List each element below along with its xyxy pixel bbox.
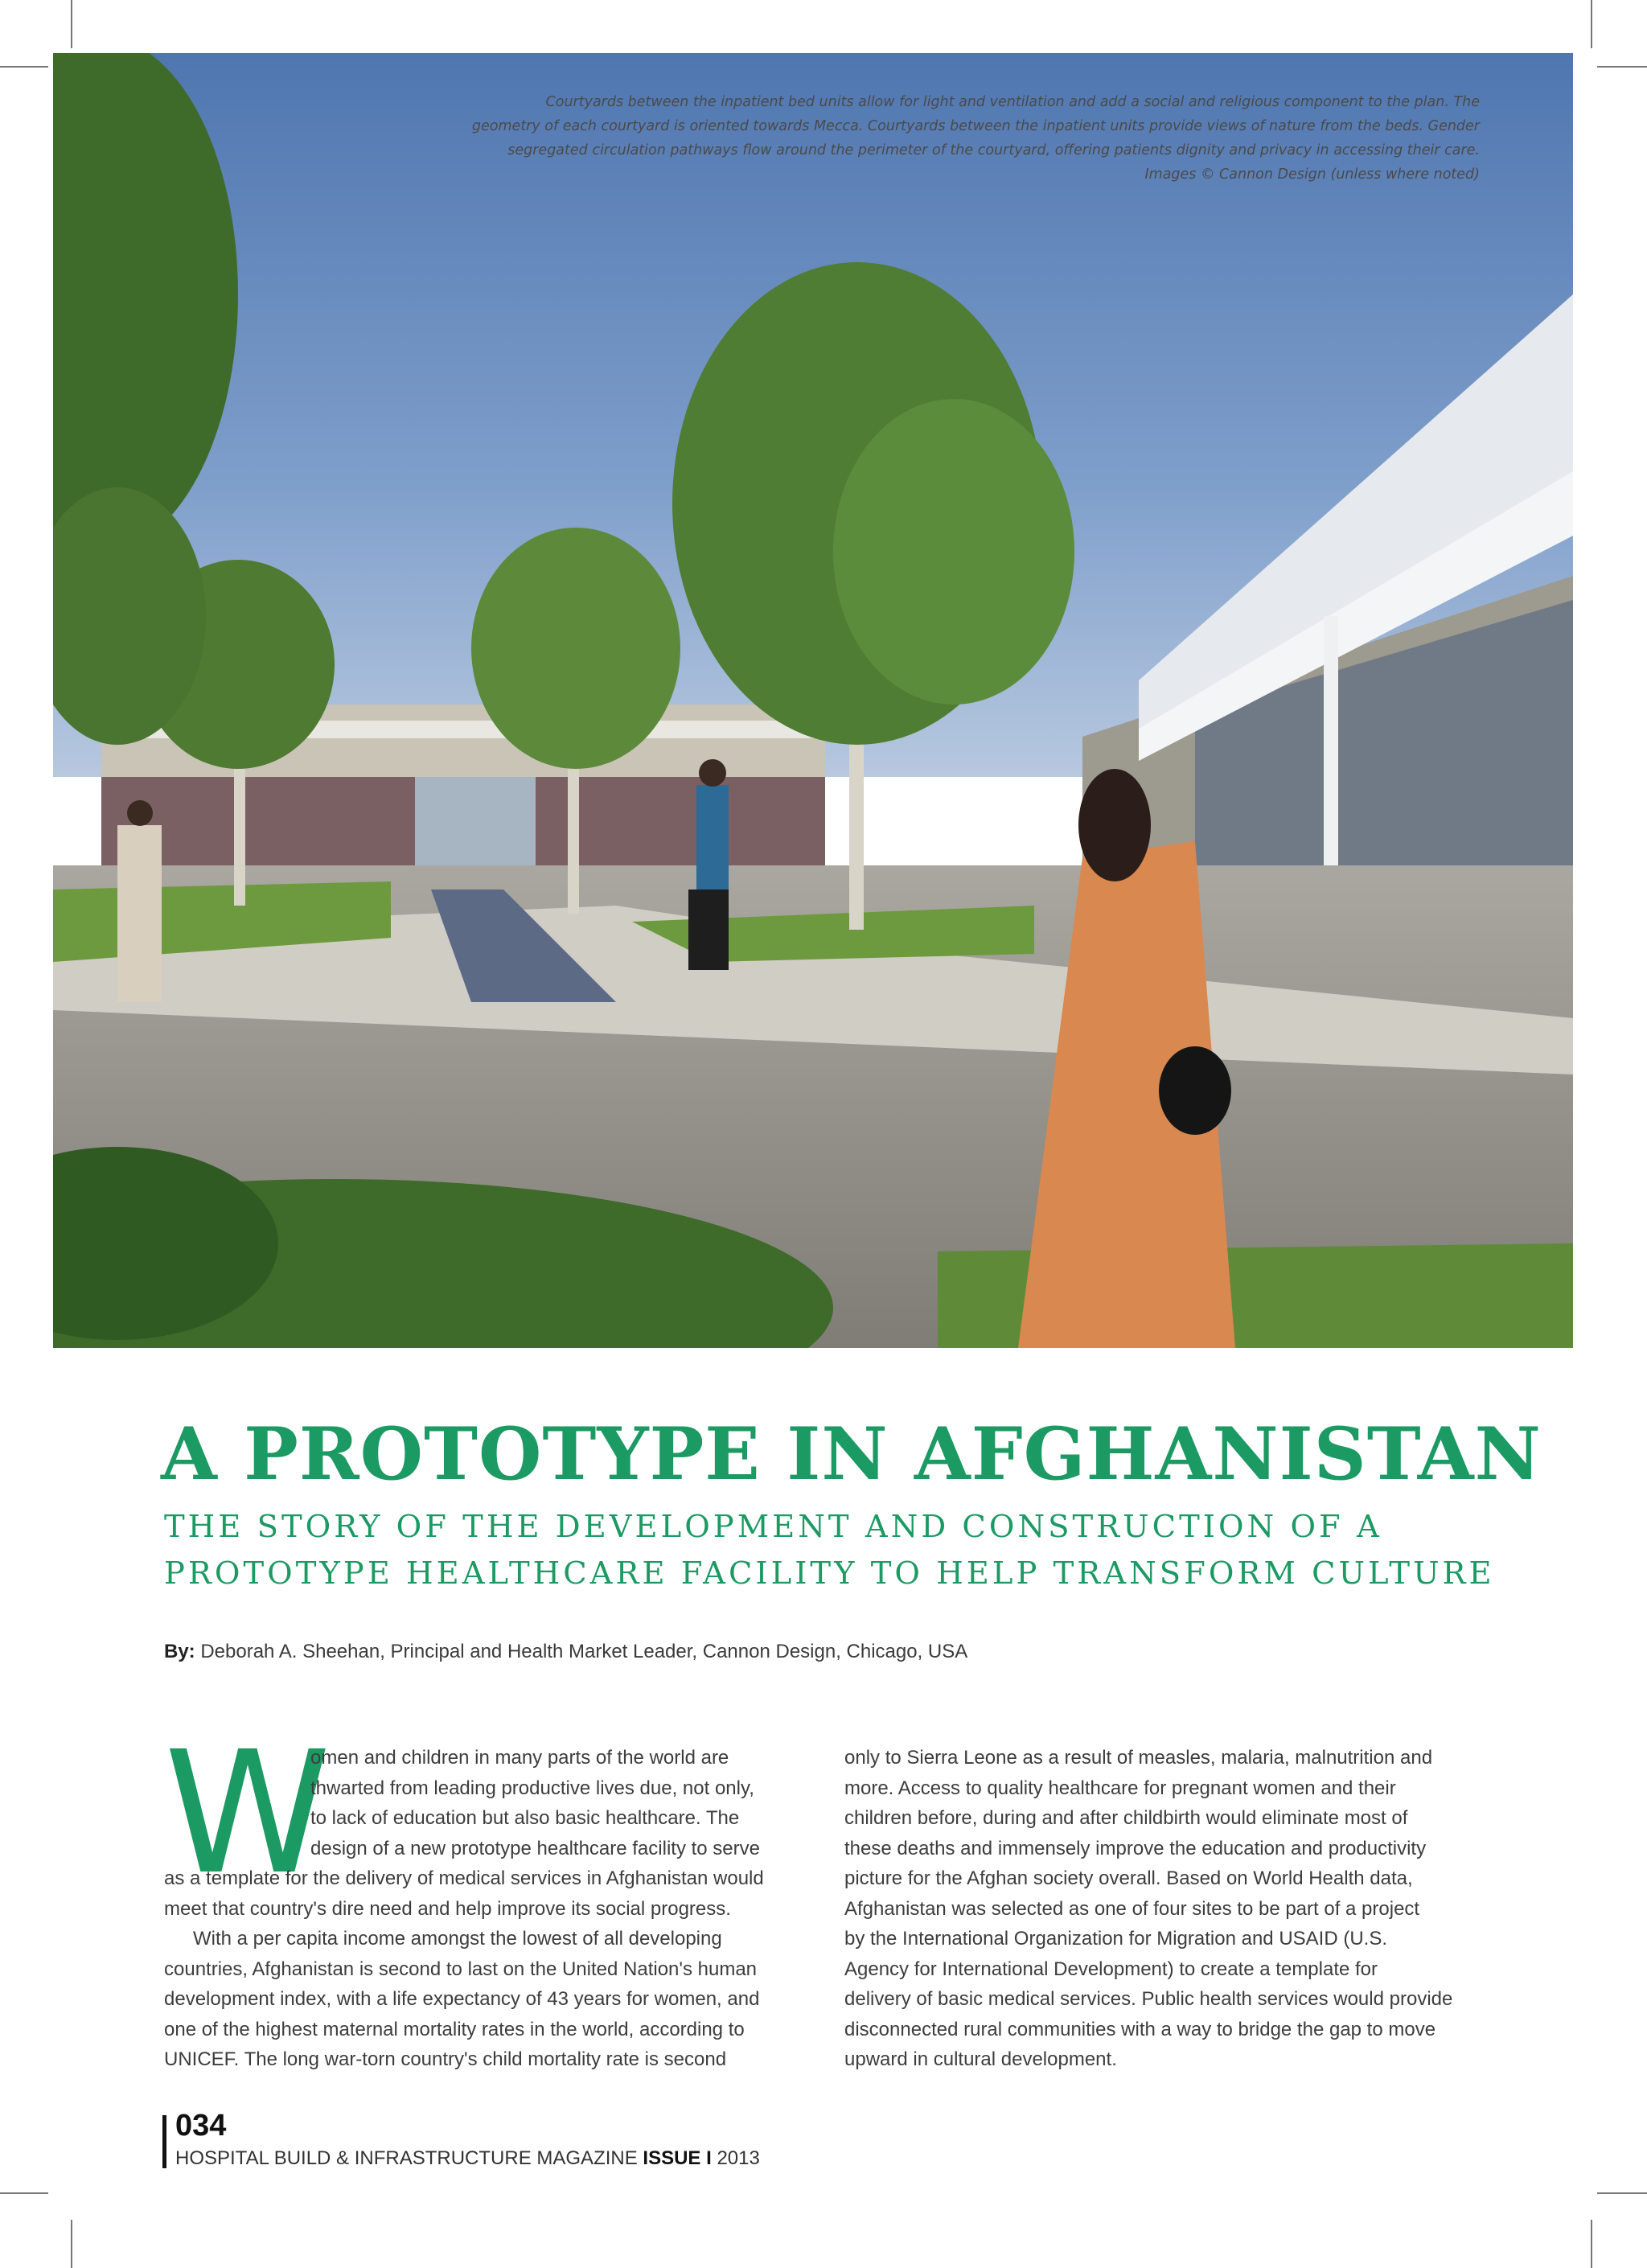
byline-label: By: — [164, 1641, 195, 1662]
crop-mark — [71, 2220, 72, 2268]
body-line: disconnected rural communities with a way to bridge the gap to move — [844, 2018, 1436, 2040]
body-line: meet that country's dire need and help improve its social progress. — [164, 1897, 731, 1920]
subheadline-line: PROTOTYPE HEALTHCARE FACILITY TO HELP TRANSFORM CULTURE — [164, 1555, 1495, 1592]
body-line: With a per capita income amongst the lowest of all developing — [193, 1928, 722, 1950]
body-line: countries, Afghanistan is second to last on the United Nation's human — [164, 1958, 758, 1980]
body-line: development index, with a life expectancy of 43 years for women, and — [164, 1988, 760, 2010]
footer-magazine-line — [175, 2147, 760, 2170]
body-line: these deaths and immensely improve the education and productivity — [844, 1837, 1427, 1859]
byline-text: Deborah A. Sheehan, Principal and Health Market Leader, Cannon Design, Chicago, USA — [200, 1641, 968, 1662]
caption-line: segregated circulation pathways flow around the perimeter of the courtyard, offering patients dignity and privacy in accessing their care. — [507, 142, 1480, 158]
body-line: design of a new prototype healthcare facility to serve — [310, 1837, 760, 1859]
issue-label: ISSUE I — [643, 2147, 712, 2169]
footer-rule — [162, 2115, 166, 2168]
person — [117, 825, 162, 1002]
page-number: 034 — [175, 2109, 227, 2143]
crop-mark — [1591, 0, 1592, 48]
article-headline: A PROTOTYPE IN AFGHANISTAN — [161, 1411, 1542, 1497]
photo-caption — [402, 90, 1480, 187]
body-line: delivery of basic medical services. Public health services would provide — [844, 1988, 1453, 2010]
body-line: upward in cultural development. — [844, 2048, 1117, 2070]
courtyard-rendering-image — [53, 53, 1573, 1348]
body-line: one of the highest maternal mortality rates in the world, according to — [164, 2018, 745, 2040]
courtyard-illustration — [53, 53, 1573, 1348]
crop-mark — [1597, 2192, 1647, 2194]
crop-mark — [71, 0, 72, 48]
body-line: picture for the Afghan society overall. Based on World Health data, — [844, 1867, 1413, 1889]
tree — [471, 528, 680, 769]
article-column-right — [844, 1743, 1488, 2075]
article-subheadline — [164, 1504, 1531, 1597]
body-line: more. Access to quality healthcare for pregnant women and their — [844, 1777, 1396, 1799]
article-column-left — [164, 1743, 807, 2075]
body-line: thwarted from leading productive lives due, not only, — [310, 1777, 754, 1799]
body-line: by the International Organization for Migration and USAID (U.S. — [844, 1928, 1387, 1950]
body-line: Afghanistan was selected as one of four sites to be part of a project — [844, 1897, 1420, 1920]
body-line: children before, during and after childbirth would eliminate most of — [844, 1807, 1408, 1829]
caption-line: Images © Cannon Design (unless where noted) — [1144, 166, 1480, 183]
person — [696, 785, 729, 890]
crop-mark — [1591, 2220, 1592, 2268]
magazine-name: HOSPITAL BUILD & INFRASTRUCTURE MAGAZINE — [175, 2147, 638, 2169]
body-line: as a template for the delivery of medical services in Afghanistan would — [164, 1867, 764, 1889]
crop-mark — [1597, 66, 1647, 68]
subheadline-line: THE STORY OF THE DEVELOPMENT AND CONSTRUCTION OF A — [164, 1509, 1382, 1545]
body-line: UNICEF. The long war-torn country's child mortality rate is second — [164, 2048, 727, 2070]
body-line: to lack of education but also basic healthcare. The — [310, 1807, 740, 1829]
caption-line: Courtyards between the inpatient bed units allow for light and ventilation and add a social and religious component to the plan. The — [545, 94, 1480, 110]
crop-mark — [0, 2192, 48, 2194]
crop-mark — [0, 66, 48, 68]
body-line: omen and children in many parts of the world are — [310, 1747, 729, 1769]
body-line: only to Sierra Leone as a result of measles, malaria, malnutrition and — [844, 1747, 1433, 1769]
caption-line: geometry of each courtyard is oriented towards Mecca. Courtyards between the inpatient units provide views of nature from the beds. Gender — [471, 118, 1480, 134]
byline — [164, 1641, 967, 1663]
body-line: Agency for International Development) to create a template for — [844, 1958, 1378, 1980]
issue-year: 2013 — [717, 2147, 760, 2169]
drop-cap: W — [164, 1715, 331, 1912]
